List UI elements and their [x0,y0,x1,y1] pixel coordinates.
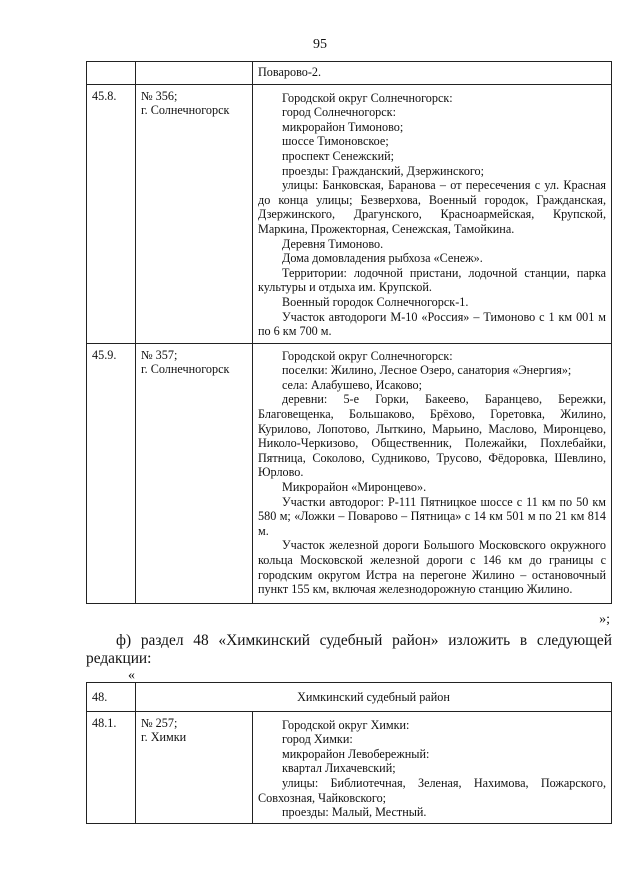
station-city: г. Солнечногорск [141,103,230,118]
opening-quote-mark: « [128,668,135,683]
territory-line: микрорайон Тимоново; [282,119,404,134]
territory-line: Городской округ Солнечногорск: [282,90,453,105]
station-cell [136,343,253,603]
station-city: г. Солнечногорск [141,362,230,377]
amendment-line-2: редакции: [86,650,152,667]
station-cell [136,62,253,85]
station-city: г. Химки [141,730,187,745]
station-number: № 356; [141,88,178,103]
territory-cell [253,343,612,603]
territory-line: Участок автодороги М-10 «Россия» – Тимоново с 1 км 001 м по 6 км 700 м. [258,309,606,339]
territory-line: проспект Сенежский; [282,148,395,163]
territory-line: улицы: Библиотечная, Зеленая, Нахимова, Пожарского, Совхозная, Чайковского; [258,775,606,805]
territory-line: шоссе Тимоновское; [282,134,389,149]
section-title: Химкинский судебный район [136,683,612,712]
territory-line: проезды: Малый, Местный. [282,805,427,820]
table-row [87,62,612,85]
territory-line: Городской округ Солнечногорск: [282,348,453,363]
section-number: 48. [87,683,136,712]
table-row [87,343,612,603]
table-row [87,711,612,823]
table-row [87,84,612,343]
station-number: № 257; [141,715,178,730]
row-number: 45.9. [87,343,136,603]
territory-line: Городской округ Химки: [282,717,410,732]
station-cell [136,711,253,823]
territory-cell [253,84,612,343]
territory-line: город Химки: [282,732,353,747]
territory-line: город Солнечногорск: [282,105,396,120]
territory-line: Военный городок Солнечногорск-1. [282,294,469,309]
territory-cell [253,711,612,823]
territory-line: улицы: Банковская, Баранова – от пересечения с ул. Красная до конца улицы; Безверхова, Военный городок, Гражданская, Дзержинского, Драгунского, Красноармейская, Крупской, Маркина, Прожекторная, Сенежская, Тамойкина. [258,178,606,236]
station-cell [136,84,253,343]
territory-line: квартал Лихачевский; [282,761,396,776]
territory-line: Деревня Тимоново. [282,236,384,251]
territory-cell [253,62,612,85]
territory-line: Участки автодорог: Р-111 Пятницкое шоссе с 11 км по 50 км 580 м; «Ложки – Поварово – Пятница» с 14 км 501 м по 21 км 814 м. [258,494,606,538]
territory-line: микрорайон Левобережный: [282,746,430,761]
territory-line: Дома домовладения рыбхоза «Сенеж». [282,251,483,266]
territory-line: Микрорайон «Миронцево». [282,480,427,495]
territory-line: деревни: 5-е Горки, Бакеево, Баранцево, Бережки, Благовещенка, Большаково, Брёхово, Горетовка, Жилино, Курилово, Лопотово, Лыткино, Марьино, Маслово, Миронцево, Николо-Черкизово, Общественник, Полежайки, Похлебайки, Пятница, Соколово, Судниково, Трусово, Фёдоровка, Шевлино, Юрлово. [258,392,606,480]
row-number [87,62,136,85]
row-number: 45.8. [87,84,136,343]
districts-table-continued [86,61,612,604]
territory-line: поселки: Жилино, Лесное Озеро, санатория «Энергия»; [282,363,572,378]
amendment-paragraph [86,632,612,668]
amendment-line-1: ф) раздел 48 «Химкинский судебный район» изложить в следующей [116,632,612,649]
territory-line: Территории: лодочной пристани, лодочной станции, парка культуры и отдыха им. Крупской. [258,265,606,295]
station-number: № 357; [141,347,178,362]
row-number: 48.1. [87,711,136,823]
territory-line: Поварово-2. [258,65,322,79]
closing-quote-mark: »; [599,612,610,627]
territory-line: села: Алабушево, Исаково; [282,377,422,392]
territory-line: Участок железной дороги Большого Московского окружного кольца Московской железной дороги с 146 км до границы с городским округом Истра на перегоне Жилино – остановочный пункт 155 км, включая железнодорожную станцию Жилино. [258,538,606,597]
section-header-row [87,683,612,712]
page-number: 95 [313,37,327,52]
khimki-district-table [86,682,612,824]
territory-line: проезды: Гражданский, Дзержинского; [282,163,485,178]
